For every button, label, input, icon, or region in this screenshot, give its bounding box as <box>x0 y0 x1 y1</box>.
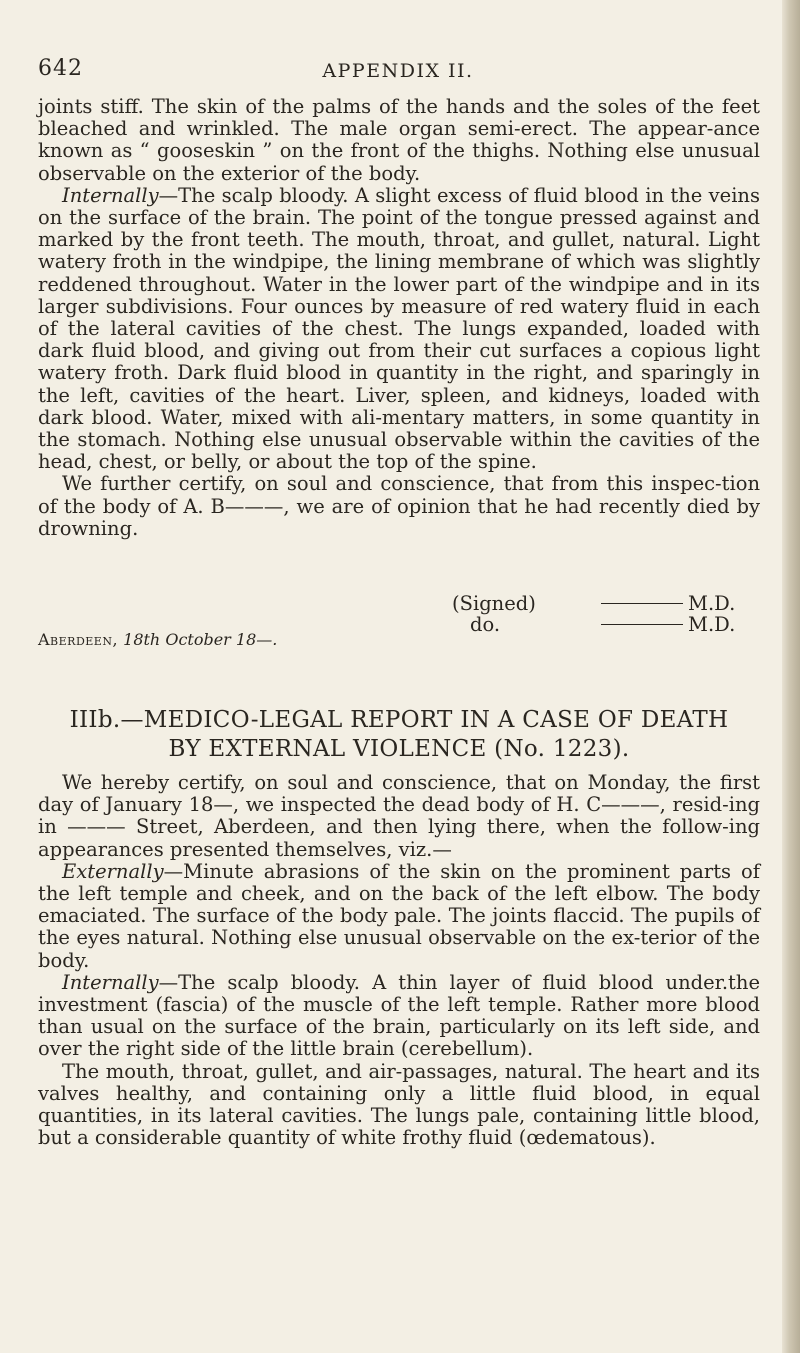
md-label: M.D. <box>688 613 736 636</box>
externally-label: Externally <box>62 859 164 883</box>
externally-text: —Minute abrasions of the skin on the prominent parts of the left temple and cheek, and on the back of the left elbow. The body emaciated. The surface of the body pale. The joints flaccid. The pupils of the eyes natural. Nothing else unusual observable on the ex-terior of the body. <box>38 859 760 972</box>
heading-line-2: BY EXTERNAL VIOLENCE (No. 1223). <box>168 736 630 762</box>
page-number: 642 <box>38 56 83 81</box>
page-edge <box>782 0 800 1353</box>
report-b-paragraph-internally <box>38 972 760 1061</box>
running-title: APPENDIX II. <box>322 60 474 82</box>
date: 18th October 18—. <box>123 630 278 649</box>
internally-text: —The scalp bloody. A thin layer of fluid blood under.the investment (fascia) of the muscle of the left temple. Rather more blood than usual on the surface of the brain, particularly on its left side, and over the right side of the little brain (cerebellum). <box>38 970 760 1061</box>
report-a-paragraph-1: joints stiff. The skin of the palms of the hands and the soles of the feet bleached and wrinkled. The male organ semi-erect. The appear-ance known as “ gooseskin ” on the front of the thighs. Nothing else unusual observable on the exterior of the body. <box>38 95 760 185</box>
signature-blank-line <box>601 603 683 604</box>
md-label: M.D. <box>688 592 736 615</box>
ditto-label: do. <box>470 613 501 636</box>
report-a-certification: We further certify, on soul and conscience, that from this inspec-tion of the body of A. B———, we are of opinion that he had recently died by drowning. <box>38 472 760 540</box>
report-b-paragraph-1: We hereby certify, on soul and conscience, that on Monday, the first day of January 18—, we inspected the dead body of H. C———, resid-ing in ——— Street, Aberdeen, and then lying there, when the follow-ing appearances presented themselves, viz.— <box>38 771 760 861</box>
place: Aberdeen, <box>38 630 119 649</box>
heading-line-1: IIIb.—MEDICO-LEGAL REPORT IN A CASE OF DEATH <box>69 707 729 733</box>
report-b-paragraph-4: The mouth, throat, gullet, and air-passages, natural. The heart and its valves healthy, and containing only a little fluid blood, in equal quantities, in its lateral cavities. The lungs pale, containing little blood, but a considerable quantity of white frothy fluid (œdematous). <box>38 1059 760 1150</box>
page-header <box>38 56 758 82</box>
internally-text: —The scalp bloody. A slight excess of fluid blood in the veins on the surface of the brain. The point of the tongue pressed against and marked by the front teeth. The mouth, throat, and gullet, natural. Light watery froth in the windpipe, the lining membrane of which was slightly reddened throughout. Water in the lower part of the windpipe and in its larger subdivisions. Four ounces by measure of red watery fluid in each of the lateral cavities of the chest. The lungs expanded, loaded with dark fluid blood, and giving out from their cut surfaces a copious light watery froth. Dark fluid blood in quantity in the right, and sparingly in the left, cavities of the heart. Liver, spleen, and kidneys, loaded with dark blood. Water, mixed with ali-mentary matters, in some quantity in the stomach. Nothing else unusual observable within the cavities of the head, chest, or belly, or about the top of the spine. <box>38 183 760 474</box>
signed-label: (Signed) <box>452 592 536 615</box>
section-heading <box>38 706 760 764</box>
report-a-paragraph-internally <box>38 185 760 474</box>
place-date-line <box>38 630 277 649</box>
report-a-body <box>38 96 760 540</box>
signature-blank-line <box>601 624 683 625</box>
internally-label: Internally <box>62 183 159 207</box>
report-b-body <box>38 772 760 1149</box>
internally-label: Internally <box>62 970 159 994</box>
report-b-paragraph-externally <box>38 861 760 972</box>
